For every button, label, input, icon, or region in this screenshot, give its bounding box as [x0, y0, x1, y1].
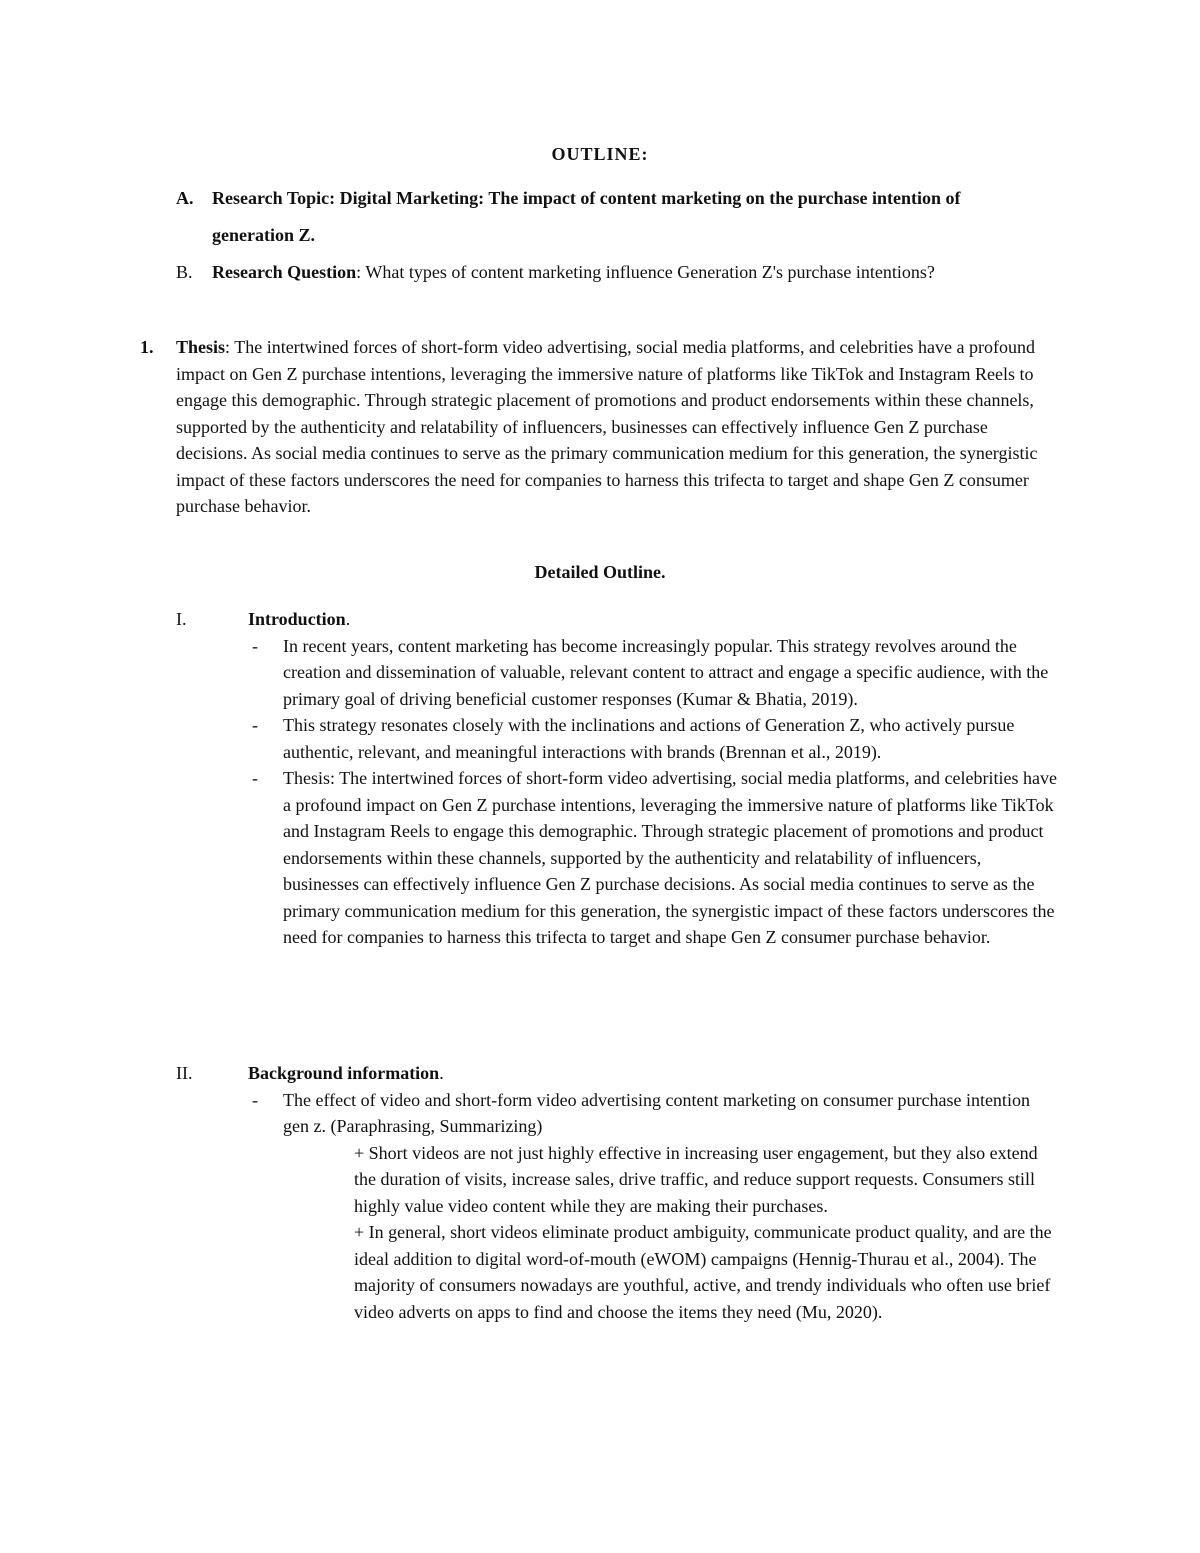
- thesis-marker: 1.: [140, 337, 154, 357]
- list-item: [176, 1087, 1058, 1140]
- research-question: [176, 254, 1006, 291]
- list-item-text: Thesis: The intertwined forces of short-form video advertising, social media platforms, and celebrities have a profound impact on Gen Z purchase intentions, leveraging the immersive nature of platforms like TikTok and Instagram Reels to engage this demographic. Through strategic placement of promotions and product endorsements within these channels, supported by the authenticity and relatability of influencers, businesses can effectively influence Gen Z purchase decisions. As social media continues to serve as the primary communication medium for this generation, the synergistic impact of these factors underscores the need for companies to harness this trifecta to target and shape Gen Z consumer purchase behavior.: [283, 768, 1057, 947]
- thesis-body: [176, 334, 1060, 520]
- dash-marker: -: [252, 715, 258, 735]
- section-heading-text: Introduction: [248, 609, 346, 629]
- section-introduction: [176, 606, 1076, 951]
- list-item: [176, 712, 1058, 765]
- section-numeral: II.: [176, 1063, 193, 1083]
- thesis-text: : The intertwined forces of short-form video advertising, social media platforms, and celebrities have a profound impact on Gen Z purchase intentions, leveraging the immersive nature of platforms like TikTok and Instagram Reels to engage this demographic. Through strategic placement of promotions and product endorsements within these channels, supported by the authenticity and relatability of influencers, businesses can effectively influence Gen Z purchase decisions. As social media continues to serve as the primary communication medium for this generation, the synergistic impact of these factors underscores the need for companies to harness this trifecta to target and shape Gen Z consumer purchase behavior.: [176, 337, 1038, 516]
- research-topic-marker: A.: [176, 188, 194, 208]
- dash-marker: -: [252, 635, 258, 656]
- research-topic: [176, 180, 1006, 254]
- list-item: [176, 633, 1058, 713]
- subpoint-list: [176, 1140, 1076, 1326]
- subpoint-item: + In general, short videos eliminate product ambiguity, communicate product quality, and are the ideal addition to digital word-of-mouth (eWOM) campaigns (Hennig-Thurau et al., 2004). The majority of consumers nowadays are youthful, active, and trendy individuals who often use brief video adverts on apps to find and choose the items they need (Mu, 2020).: [354, 1222, 1052, 1322]
- section-heading-suffix: .: [345, 609, 351, 629]
- section-heading: [248, 606, 1076, 633]
- list-item-text: The effect of video and short-form video advertising content marketing on consumer purchase intention gen z. (Paraphrasing, Summarizing): [283, 1089, 1030, 1136]
- list-item-text: In recent years, content marketing has become increasingly popular. This strategy revolves around the creation and dissemination of valuable, relevant content to attract and engage a specific audience, with the primary goal of driving beneficial customer responses (Kumar & Bhatia, 2019).: [283, 635, 1049, 709]
- bullet-list: [176, 633, 1076, 951]
- research-question-body: [212, 254, 1006, 291]
- list-item-text: This strategy resonates closely with the inclinations and actions of Generation Z, who actively pursue authentic, relevant, and meaningful interactions with brands (Brennan et al., 2019).: [283, 715, 1015, 762]
- bullet-list: [176, 1087, 1076, 1140]
- detailed-outline-title: Detailed Outline.: [534, 562, 666, 582]
- research-topic-text: Research Topic: Digital Marketing: The impact of content marketing on the purchase intention of generation Z.: [212, 188, 961, 245]
- list-item: [176, 765, 1058, 951]
- page-title: OUTLINE:: [551, 144, 649, 164]
- research-question-marker: B.: [176, 262, 193, 282]
- dash-marker: -: [252, 1089, 258, 1110]
- thesis-label: Thesis: [176, 337, 226, 357]
- section-heading: [248, 1060, 1076, 1087]
- dash-marker: -: [252, 768, 258, 788]
- section-background-information: [176, 1060, 1076, 1325]
- section-heading-text: Background information: [248, 1063, 440, 1083]
- thesis-statement: [140, 334, 1060, 520]
- section-numeral: I.: [176, 609, 187, 629]
- research-question-label: Research Question: [212, 262, 357, 282]
- research-question-text: : What types of content marketing influence Generation Z's purchase intentions?: [356, 262, 935, 282]
- section-heading-suffix: .: [439, 1063, 444, 1083]
- subpoint-item: + Short videos are not just highly effective in increasing user engagement, but they also extend the duration of visits, increase sales, drive traffic, and reduce support requests. Consumers still highly value video content while they are making their purchases.: [354, 1142, 1038, 1216]
